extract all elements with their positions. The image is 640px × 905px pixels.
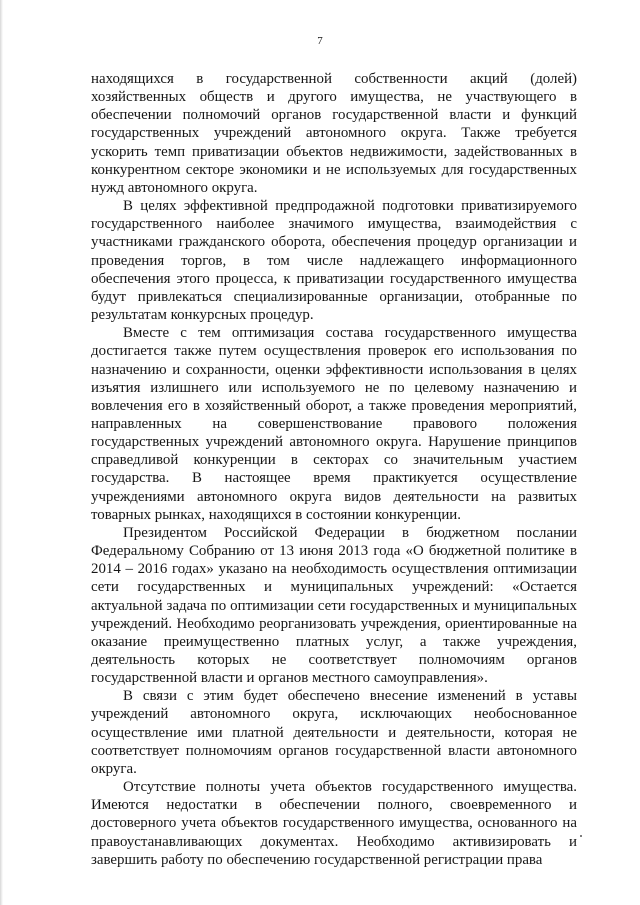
- document-body: [91, 70, 577, 869]
- paragraph-accounting: Отсутствие полноты учета объектов государственного имущества. Имеются недостатки в обеспечении полного, своевременного и достоверного учета объектов государственного имущества, основанного на правоустанавливающих документах. Необходимо активизировать и завершить работу по обеспечению государственной регистрации права: [91, 779, 577, 868]
- paragraph-continuation: находящихся в государственной собственности акций (долей) хозяйственных обществ и другого имущества, не участвующего в обеспечении полномочий органов государственной власти и функций государственных учреждений автономного округа. Также требуется ускорить темп приватизации объектов недвижимости, задействованных в конкурентном секторе экономики и не используемых для государственных нужд автономного округа.: [91, 71, 577, 196]
- paragraph-optimization: Вместе с тем оптимизация состава государственного имущества достигается также путем осуществления проверок его использования по назначению и сохранности, оценки эффективности использования в целях изъятия излишнего или используемого не по целевому назначению и вовлечения его в хозяйственный оборот, а также проведения мероприятий, направленных на совершенствование правового положения государственных учреждений автономного округа. Нарушение принципов справедливой конкуренции в секторах со значительным участием государства. В настоящее время практикуется осуществление учреждениями автономного округа видов деятельности на развитых товарных рынках, находящихся в состоянии конкуренции.: [91, 325, 577, 523]
- scan-edge: [0, 0, 3, 905]
- paragraph-presidential-address: Президентом Российской Федерации в бюджетном послании Федеральному Собранию от 13 июня 2013 года «О бюджетной политике в 2014 – 2016 годах» указано на необходимость осуществления оптимизации сети государственных и муниципальных учреждений: «Остается актуальной задача по оптимизации сети государственных и муниципальных учреждений. Необходимо реорганизовать учреждения, ориентированные на оказание преимущественно платных услуг, а также учреждения, деятельность которых не соответствует полномочиям органов государственной власти и органов местного самоуправления».: [91, 524, 577, 687]
- paragraph-charter-changes: В связи с этим будет обеспечено внесение изменений в уставы учреждений автономного округа, исключающих необоснованное осуществление ими платной деятельности и деятельности, которая не соответствует полномочиям органов государственной власти автономного округа.: [91, 688, 577, 777]
- page-number: 7: [317, 35, 323, 47]
- scan-artifact-dot: [580, 835, 582, 837]
- paragraph-presale-preparation: В целях эффективной предпродажной подготовки приватизируемого государственного наиболее значимого имущества, взаимодействия с участниками гражданского оборота, обеспечения процедур организации и проведения торгов, в том числе надлежащего информационного обеспечения этого процесса, к приватизации государственного имущества будут привлекаться специализированные организации, отобранные по результатам конкурсных процедур.: [91, 198, 577, 324]
